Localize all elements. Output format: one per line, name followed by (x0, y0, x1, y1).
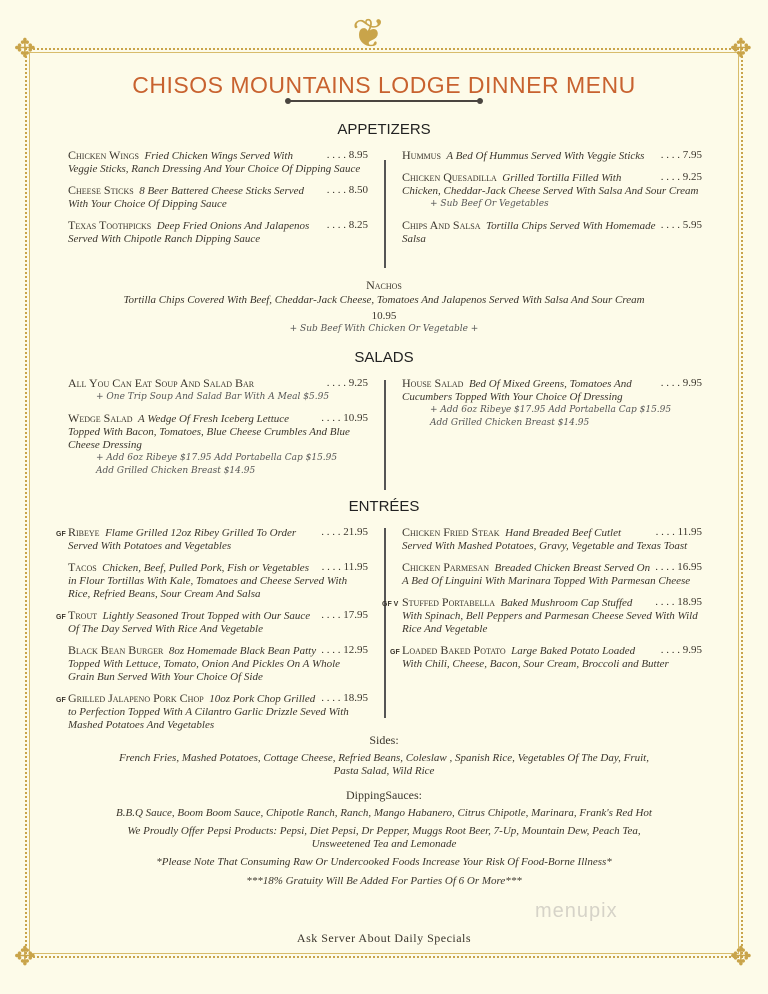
dietary-tag: GF (56, 614, 66, 621)
item-price: . . . . 7.95 (660, 149, 702, 161)
item-name: Hummus (402, 148, 441, 162)
item-price: . . . . 5.95 (660, 219, 702, 231)
item-desc: Tortilla Chips Served With Homemade Salsa (402, 220, 656, 245)
sauces-label: DippingSauces: (346, 788, 422, 802)
item-price: . . . . 21.95 (321, 526, 368, 538)
price-value: 8.50 (348, 184, 368, 196)
price-value: 18.95 (677, 596, 702, 608)
price-value: 10.95 (343, 412, 368, 424)
appetizers-right (402, 149, 702, 254)
item-desc: Large Baked Potato Loaded With Chili, Cheese, Bacon, Sour Cream, Broccoli and Butter (402, 645, 669, 670)
item-desc: Chicken, Beef, Pulled Pork, Fish or Vegetables in Flour Tortillas With Kale, Tomatoes and Cheese Served With Rice, Refried Beans, Sour Cream And Salsa (68, 562, 348, 600)
price-value: 5.95 (682, 219, 702, 231)
salads-heading: SALADS (354, 349, 414, 366)
corner-ornament-icon: ✥ (14, 942, 36, 972)
item-name: Grilled Jalapeno Pork Chop (68, 691, 204, 705)
item-desc: Fried Chicken Wings Served With Veggie Sticks, Ranch Dressing And Your Choice Of Dipping Sauce (68, 150, 361, 175)
item-desc: 8oz Homemade Black Bean Patty Topped With Lettuce, Tomato, Onion And Pickles On A Whole Grain Bun Served With Your Choice Of Side (68, 645, 341, 683)
corner-ornament-icon: ✥ (730, 34, 752, 64)
price-value: 11.95 (677, 526, 702, 538)
item-name: Wedge Salad (68, 411, 133, 425)
price-value: 9.25 (348, 377, 368, 389)
item-desc: Bed Of Mixed Greens, Tomatoes And Cucumbers Topped With Your Choice Of Dressing (402, 378, 632, 403)
item-name: Loaded Baked Potato (402, 643, 506, 657)
item-price: . . . . 18.95 (655, 596, 702, 608)
item-desc: Deep Fried Onions And Jalapenos Served With Chipotle Ranch Dipping Sauce (68, 220, 310, 245)
item-name: Tacos (68, 560, 97, 574)
item-price: . . . . 8.50 (326, 184, 368, 196)
item-name: Chicken Fried Steak (402, 525, 500, 539)
item-name: Trout (68, 608, 98, 622)
price-value: 11.95 (343, 561, 368, 573)
menu-item (402, 377, 702, 430)
column-divider (384, 528, 386, 718)
sides-text: French Fries, Mashed Potatoes, Cottage Cheese, Refried Beans, Coleslaw , Spanish Rice, Vegetables Of The Day, Fruit, Pasta Salad, Wild Rice (119, 752, 649, 777)
item-price: . . . . 18.95 (321, 692, 368, 704)
salads-left (68, 377, 368, 486)
item-price: . . . . 10.95 (321, 412, 368, 424)
price-value: 9.95 (682, 377, 702, 389)
item-desc: 10oz Pork Chop Grilled to Perfection Topped With A Cilantro Garlic Drizzle Seved With Mashed Potatoes And Vegetables (68, 693, 349, 731)
price-value: 16.95 (677, 561, 702, 573)
entrees-right (382, 525, 702, 679)
price-value: 8.25 (348, 219, 368, 231)
ornament-icon: ❦ (352, 11, 386, 57)
item-name: Black Bean Burger (68, 643, 164, 657)
item-price: . . . . 8.25 (326, 219, 368, 231)
item-name: Texas Toothpicks (68, 218, 152, 232)
item-desc: A Wedge Of Fresh Iceberg Lettuce Topped With Bacon, Tomatoes, Blue Cheese Crumbles And Blue Cheese Dressing (68, 413, 350, 451)
item-name: Stuffed Portabella (402, 595, 496, 609)
item-desc: Flame Grilled 12oz Ribey Grilled To Order Served With Potatoes and Vegetables (68, 527, 297, 552)
price-value: 12.95 (343, 644, 368, 656)
entrees-heading: ENTRÉES (348, 498, 420, 515)
menu-item (68, 412, 368, 478)
item-addon: Add Grilled Chicken Breast $14.95 (96, 466, 256, 476)
menu-title: CHISOS MOUNTAINS LODGE DINNER MENU (132, 72, 636, 98)
price-value: 8.95 (348, 149, 368, 161)
dietary-tag: GF V (382, 601, 399, 608)
price-value: 9.25 (682, 171, 702, 183)
watermark: menupix (535, 900, 618, 922)
menu-item (68, 149, 368, 176)
item-desc: Breaded Chicken Breast Served On A Bed Of Linguini With Marinara Topped With Parmesan Cheese (402, 562, 691, 587)
menu-item (68, 644, 368, 684)
gratuity-note: ***18% Gratuity Will Be Added For Parties Of 6 Or More*** (246, 875, 522, 887)
sides-label: Sides: (369, 733, 399, 747)
menu-item (402, 561, 702, 588)
item-price: . . . . 16.95 (655, 561, 702, 573)
appetizers-left (68, 149, 368, 254)
item-addon: + Sub Beef With Chicken Or Vegetable + (289, 324, 479, 334)
dietary-tag: GF (390, 649, 400, 656)
item-name: Chips And Salsa (402, 218, 481, 232)
item-desc: Baked Mushroom Cap Stuffed With Spinach, Bell Peppers and Parmesan Cheese Seved With Wild Rice And Vegetable (402, 597, 698, 635)
menu-item (68, 561, 368, 601)
item-price: . . . . 9.95 (660, 644, 702, 656)
item-price: . . . . 9.25 (326, 377, 368, 389)
title-divider (288, 100, 480, 102)
item-name: All You Can Eat Soup And Salad Bar (68, 376, 255, 390)
item-price: 10.95 (371, 310, 397, 322)
item-addon: Add Grilled Chicken Breast $14.95 (430, 418, 590, 428)
dietary-tag: GF (56, 697, 66, 704)
menu-item (56, 691, 368, 732)
food-safety-note: *Please Note That Consuming Raw Or Undercooked Foods Increase Your Risk Of Food-Borne Illness* (156, 856, 612, 868)
item-price: . . . . 11.95 (655, 526, 702, 538)
menu-item (68, 377, 368, 404)
item-addon: + Add 6oz Ribeye $17.95 Add Portabella Cap $15.95 (430, 405, 672, 415)
item-price: . . . . 9.95 (660, 377, 702, 389)
item-desc: Hand Breaded Beef Cutlet Served With Mashed Potatoes, Gravy, Vegetable and Texas Toast (402, 527, 688, 552)
menu-item (402, 171, 702, 211)
item-addon: + Add 6oz Ribeye $17.95 Add Portabella Cap $15.95 (96, 453, 338, 463)
price-value: 17.95 (343, 609, 368, 621)
item-addon: + Sub Beef Or Vegetables (430, 199, 549, 209)
sauces-text: B.B.Q Sauce, Boom Boom Sauce, Chipotle Ranch, Ranch, Mango Habanero, Citrus Chipotle, Marinara, Frank's Red Hot (116, 807, 652, 819)
menu-item (402, 219, 702, 246)
item-name: House Salad (402, 376, 464, 390)
menu-item (68, 184, 368, 211)
column-divider (384, 380, 386, 490)
item-desc: Lightly Seasoned Trout Topped with Our Sauce Of The Day Served With Rice And Vegetable (68, 610, 311, 635)
menu-item (402, 526, 702, 553)
item-name: Ribeye (68, 525, 100, 539)
entrees-left (56, 525, 368, 740)
menu-item (382, 595, 702, 636)
dietary-tag: GF (56, 531, 66, 538)
menu-item (68, 219, 368, 246)
item-price: . . . . 12.95 (321, 644, 368, 656)
item-desc: A Bed Of Hummus Served With Veggie Sticks (446, 150, 645, 162)
item-name: Chicken Quesadilla (402, 170, 497, 184)
item-price: . . . . 11.95 (321, 561, 368, 573)
appetizers-heading: APPETIZERS (337, 121, 431, 138)
item-desc: Grilled Tortilla Filled With Chicken, Cheddar-Jack Cheese Served With Salsa And Sour Cream (402, 172, 699, 197)
menu-item (56, 525, 368, 553)
item-price: . . . . 8.95 (326, 149, 368, 161)
item-name: Chicken Parmesan (402, 560, 490, 574)
item-name: Nachos (366, 278, 402, 292)
price-value: 21.95 (343, 526, 368, 538)
corner-ornament-icon: ✥ (730, 942, 752, 972)
item-name: Chicken Wings (68, 148, 139, 162)
salads-right (402, 377, 702, 438)
price-value: 7.95 (682, 149, 702, 161)
price-value: 9.95 (682, 644, 702, 656)
item-name: Cheese Sticks (68, 183, 134, 197)
footer-text: Ask Server About Daily Specials (296, 931, 472, 945)
price-value: 18.95 (343, 692, 368, 704)
item-addon: + One Trip Soup And Salad Bar With A Meal $5.95 (96, 392, 330, 402)
corner-ornament-icon: ✥ (14, 34, 36, 64)
item-price: . . . . 17.95 (321, 609, 368, 621)
menu-item (56, 608, 368, 636)
menu-item (390, 643, 702, 671)
nachos-item (70, 279, 698, 336)
menu-item (402, 149, 702, 163)
column-divider (384, 160, 386, 268)
item-desc: 8 Beer Battered Cheese Sticks Served With Your Choice Of Dipping Sauce (68, 185, 305, 210)
item-price: . . . . 9.25 (660, 171, 702, 183)
drinks-text: We Proudly Offer Pepsi Products: Pepsi, Diet Pepsi, Dr Pepper, Muggs Root Beer, 7-Up, Mountain Dew, Peach Tea, Unsweetened Tea and Lemonade (127, 825, 641, 850)
item-desc: Tortilla Chips Covered With Beef, Cheddar-Jack Cheese, Tomatoes And Jalapenos Served With Salsa And Sour Cream (123, 294, 645, 306)
